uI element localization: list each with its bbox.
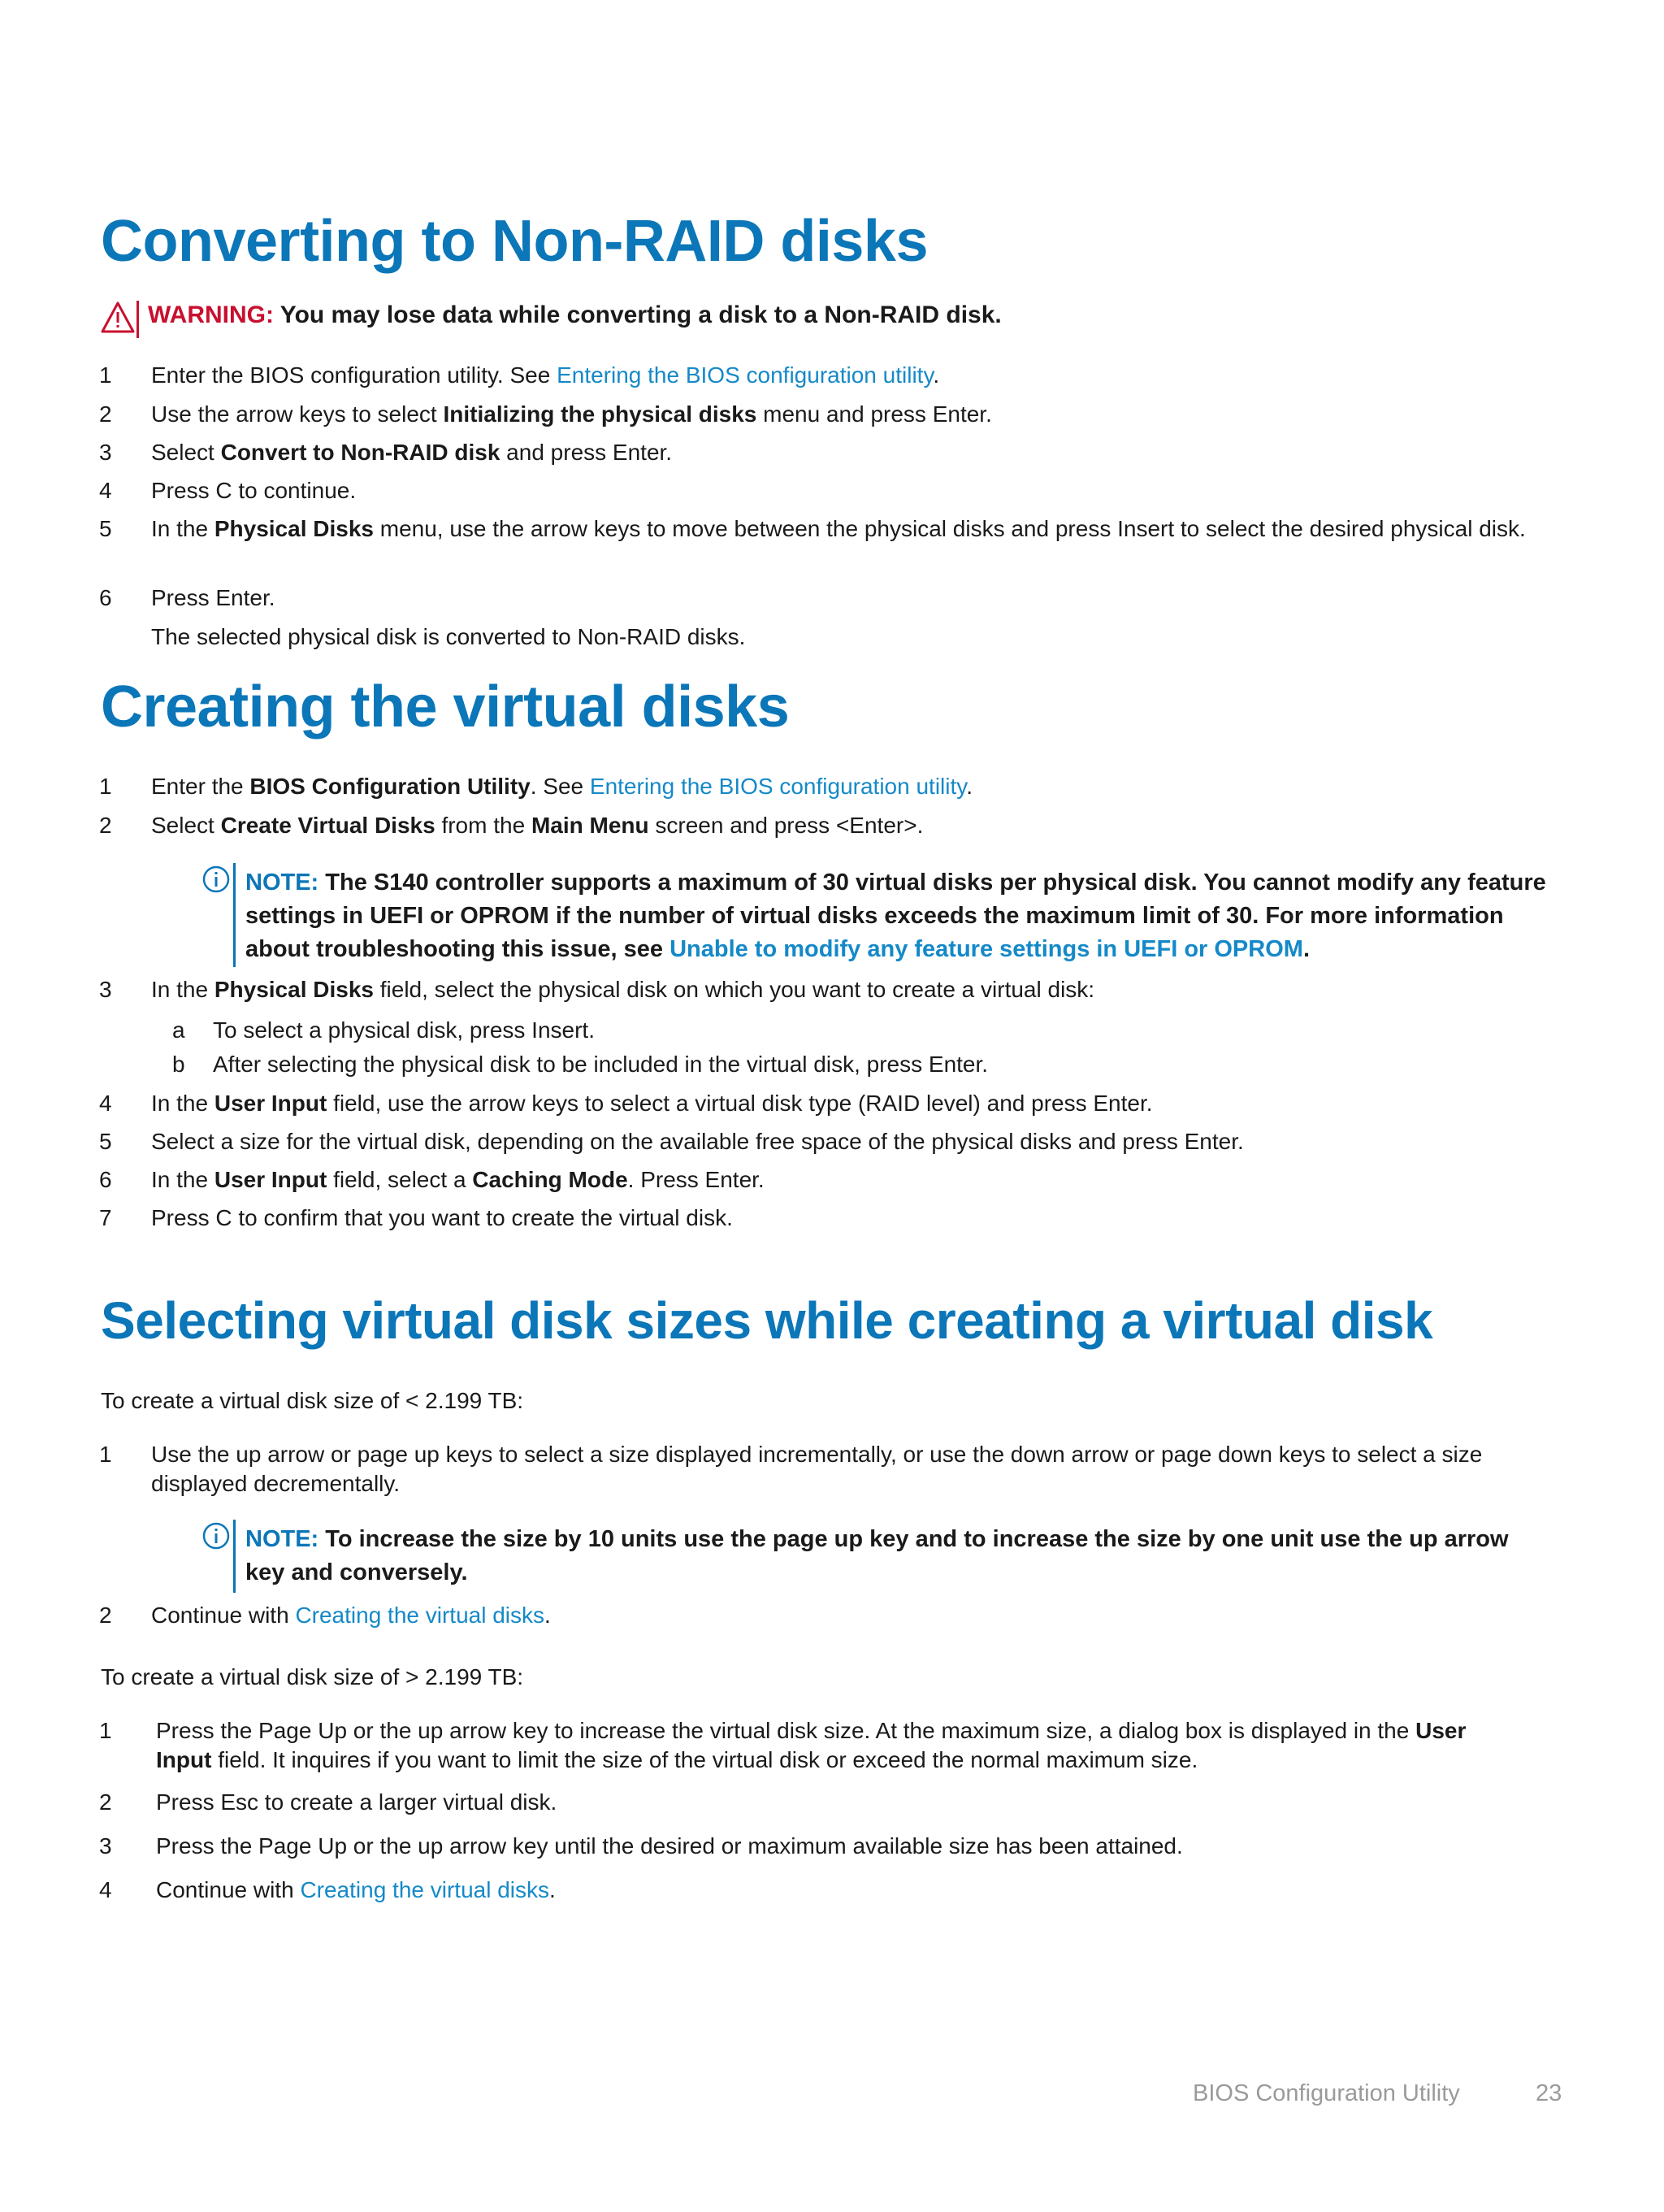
list-item: Press C to confirm that you want to create the virtual disk.: [151, 1205, 733, 1230]
step-result: The selected physical disk is converted to Non-RAID disks.: [151, 624, 746, 649]
intro-paragraph: To create a virtual disk size of < 2.199 TB:: [101, 1388, 524, 1413]
list-item: Continue with Creating the virtual disks.: [151, 1603, 551, 1628]
list-item: Press Esc to create a larger virtual disk.: [156, 1789, 557, 1815]
note-text: NOTE: The S140 controller supports a maximum of 30 virtual disks per physical disk. You cannot modify any feature settings in UEFI or OPROM if the number of virtual disks exceeds the maximum limit of 30. For more information about troubleshooting this issue, see Unable to modify any feature settings in UEFI or OPROM.: [245, 870, 1546, 962]
step-number: 2: [99, 813, 112, 838]
sub-step-letter: a: [172, 1017, 185, 1043]
link-unable-to-modify[interactable]: Unable to modify any feature settings in UEFI or OPROM: [670, 936, 1303, 962]
footer-title: BIOS Configuration Utility: [1193, 2080, 1460, 2106]
warning-message: You may lose data while converting a disk to a Non-RAID disk.: [280, 301, 1002, 328]
list-item: Continue with Creating the virtual disks.: [156, 1877, 556, 1902]
list-item: Select Convert to Non-RAID disk and press Enter.: [151, 440, 673, 465]
list-item: Press the Page Up or the up arrow key until the desired or maximum available size has been attained.: [156, 1833, 1183, 1859]
list-item: Select a size for the virtual disk, depending on the available free space of the physical disks and press Enter.: [151, 1129, 1244, 1154]
list-item: Press C to continue.: [151, 478, 357, 503]
step-number: 3: [99, 977, 112, 1002]
sub-list-item: After selecting the physical disk to be included in the virtual disk, press Enter.: [213, 1052, 989, 1077]
step-number: 4: [99, 1877, 112, 1902]
link-entering-bios[interactable]: Entering the BIOS configuration utility: [589, 774, 967, 799]
list-item: Enter the BIOS Configuration Utility. See Entering the BIOS configuration utility.: [151, 774, 973, 799]
list-item: Use the arrow keys to select Initializing the physical disks menu and press Enter.: [151, 401, 992, 427]
step-number: 2: [99, 401, 112, 427]
step-number: 5: [99, 1129, 112, 1154]
step-number: 6: [99, 585, 112, 610]
step-number: 6: [99, 1167, 112, 1192]
list-item: Press the Page Up or the up arrow key to increase the virtual disk size. At the maximum size, a dialog box is displayed in the User Input field. It inquires if you want to limit the size of the virtual disk or exceed the normal maximum size.: [156, 1718, 1467, 1772]
sub-list-item: To select a physical disk, press Insert.: [213, 1017, 595, 1043]
step-number: 1: [99, 1442, 112, 1467]
section-title-creating-virtual-disks: Creating the virtual disks: [101, 674, 790, 740]
note-divider: [233, 863, 236, 967]
info-icon: [202, 865, 231, 894]
list-item: In the Physical Disks menu, use the arrow keys to move between the physical disks and press Insert to select the desired physical disk.: [151, 516, 1526, 541]
list-item: In the User Input field, use the arrow keys to select a virtual disk type (RAID level) and press Enter.: [151, 1091, 1153, 1116]
warning-label: WARNING:: [148, 301, 274, 328]
list-item: Press Enter.: [151, 585, 275, 610]
link-entering-bios[interactable]: Entering the BIOS configuration utility: [557, 362, 934, 388]
step-number: 2: [99, 1603, 112, 1628]
step-number: 1: [99, 774, 112, 799]
list-item: Select Create Virtual Disks from the Main Menu screen and press <Enter>.: [151, 813, 924, 838]
step-number: 1: [99, 1718, 112, 1743]
list-item: In the User Input field, select a Caching Mode. Press Enter.: [151, 1167, 765, 1192]
list-item: Use the up arrow or page up keys to select a size displayed incrementally, or use the down arrow or page down keys to select a size displayed decrementally.: [151, 1442, 1483, 1496]
step-number: 5: [99, 516, 112, 541]
step-number: 7: [99, 1205, 112, 1230]
note-divider: [233, 1520, 236, 1593]
step-number: 4: [99, 478, 112, 503]
list-item: In the Physical Disks field, select the physical disk on which you want to create a virtual disk:: [151, 977, 1095, 1002]
note-text: NOTE: To increase the size by 10 units use the page up key and to increase the size by one unit use the up arrow key and conversely.: [245, 1526, 1509, 1585]
link-creating-virtual-disks[interactable]: Creating the virtual disks: [295, 1603, 545, 1628]
step-number: 2: [99, 1789, 112, 1815]
section-title-non-raid: Converting to Non-RAID disks: [101, 209, 929, 274]
info-icon: [202, 1521, 231, 1551]
step-number: 3: [99, 440, 112, 465]
warning-triangle-icon: [99, 299, 136, 336]
warning-divider: [136, 301, 139, 338]
step-number: 3: [99, 1833, 112, 1859]
list-item: Enter the BIOS configuration utility. See Entering the BIOS configuration utility.: [151, 362, 940, 388]
page-number: 23: [1536, 2080, 1562, 2106]
step-number: 1: [99, 362, 112, 388]
sub-step-letter: b: [172, 1052, 185, 1077]
section-title-selecting-sizes: Selecting virtual disk sizes while creating a virtual disk: [101, 1291, 1433, 1350]
warning-text: [148, 299, 1002, 332]
intro-paragraph: To create a virtual disk size of > 2.199 TB:: [101, 1664, 524, 1689]
link-creating-virtual-disks[interactable]: Creating the virtual disks: [300, 1877, 550, 1902]
step-number: 4: [99, 1091, 112, 1116]
